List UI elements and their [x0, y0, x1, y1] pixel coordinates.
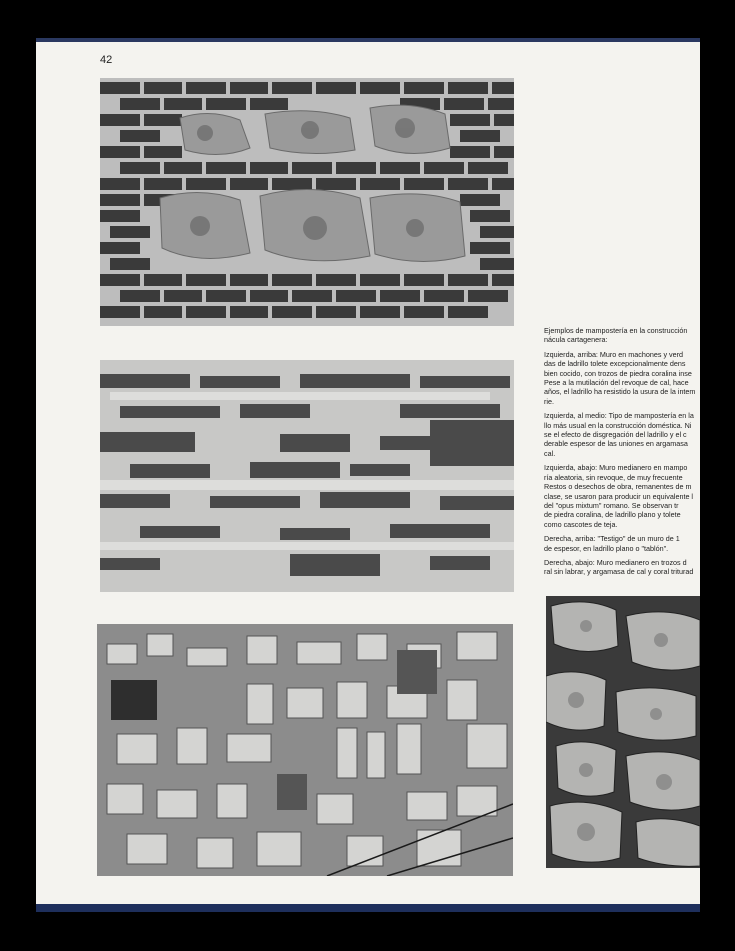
caption-intro: Ejemplos de mampostería en la construcción nácula cartagenera: — [544, 326, 688, 345]
caption-item-left-bottom: Izquierda, abajo: Muro medianero en mampo ría aleatoria, sin revoque, de muy frecuente Restos o desechos de obra, remanentes de m clase, se usaron para producir un equivalente l del "opus mixtum" romano. Se observan tr de piedra coralina, de ladrillo plano y tolete como cascotes de teja. — [544, 463, 694, 529]
caption-item-left-middle: Izquierda, al medio: Tipo de mampostería en la llo más usual en la construcción doméstica. Ni se el efecto de disgregación del ladrillo y el c derable espesor de las uniones en argamasa cal. — [544, 411, 694, 458]
book-page — [36, 40, 700, 906]
photo-brick-wall — [100, 78, 514, 326]
book-cover-top-edge — [36, 38, 700, 42]
caption-item-left-top: Izquierda, arriba: Muro en machones y verd das de ladrillo tolete excepcionalmente dens bien cocido, con trozos de piedra coralina inse Pese a la mutilación del revoque de cal, hace años, el ladrillo ha resistido la usura de la intem rie. — [544, 349, 696, 406]
caption-item-right-bottom: Derecha, abajo: Muro medianero en trozos d ral sin labrar, y argamasa de cal y coral triturad — [544, 557, 694, 577]
book-cover-bottom-edge — [36, 904, 700, 912]
photo-masonry-wall — [100, 360, 514, 592]
page-number: 42 — [100, 54, 113, 66]
photo-coral-stone-wall — [546, 596, 700, 868]
photo-rubble-wall — [97, 624, 513, 876]
caption-column — [544, 326, 700, 588]
caption-item-right-top: Derecha, arriba: "Testigo" de un muro de 1 de espesor, en ladrillo plano o "tablón". — [544, 534, 680, 553]
